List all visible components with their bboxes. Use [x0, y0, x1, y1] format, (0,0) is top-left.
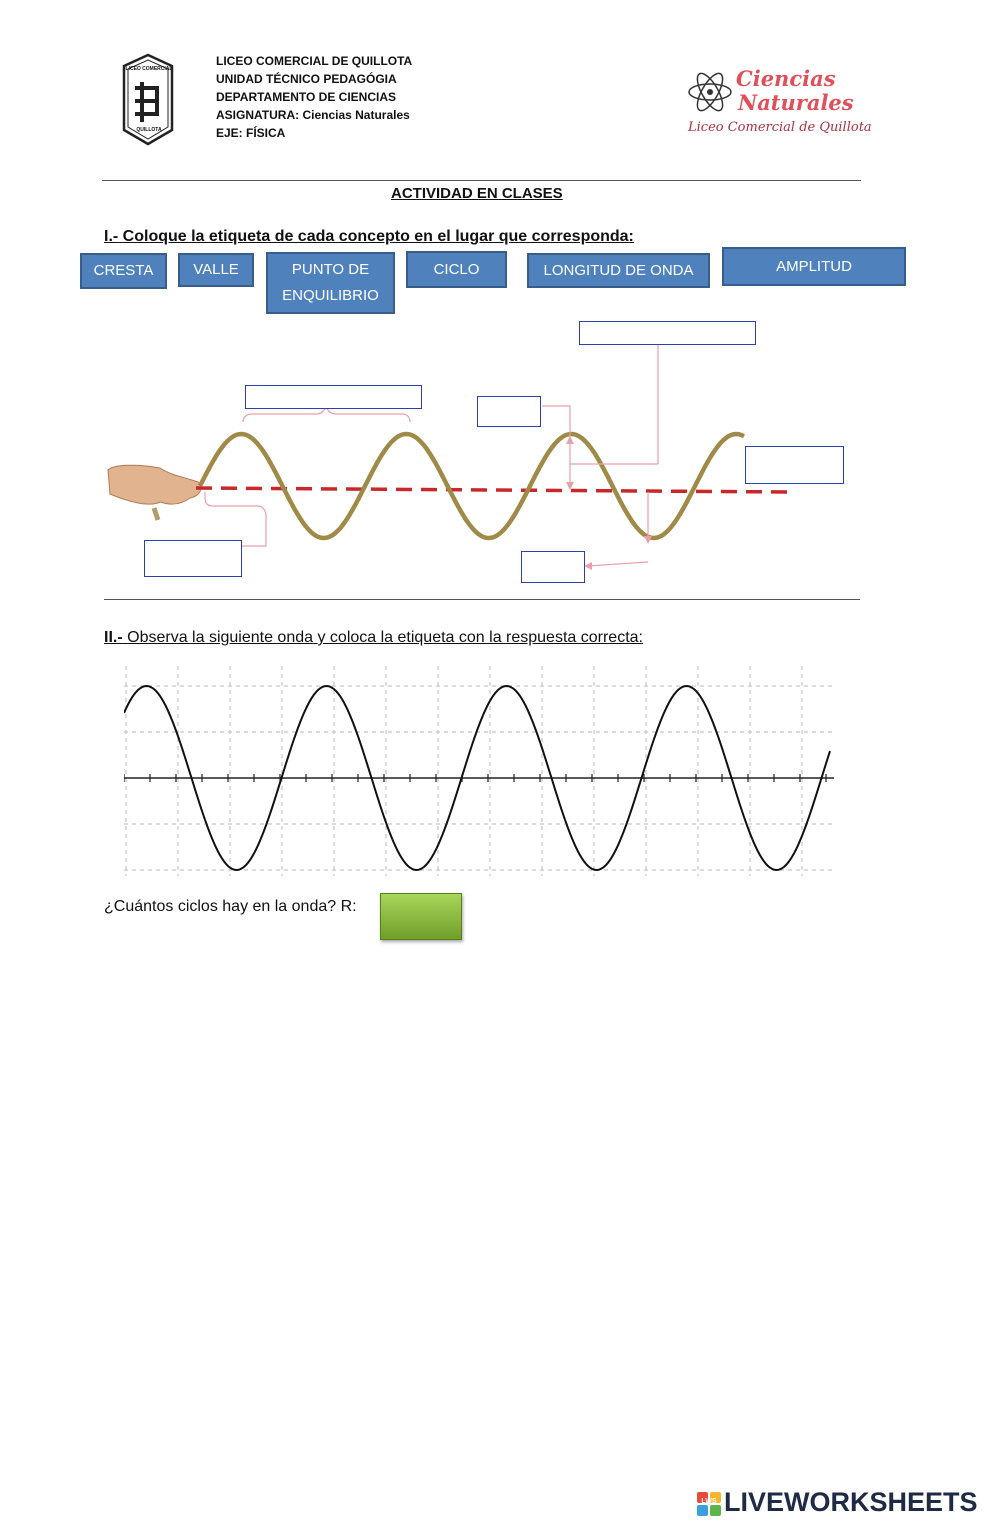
section1-text: Coloque la etiqueta de cada concepto en el lugar que corresponda:: [122, 228, 634, 245]
section2-instruction: [104, 629, 643, 647]
cycles-question: ¿Cuántos ciclos hay en la onda? R:: [104, 898, 357, 915]
science-logo-line3: Liceo Comercial de Quillota: [688, 120, 872, 135]
tag-valle[interactable]: VALLE: [178, 253, 254, 287]
tag-punto-de-equilibrio[interactable]: PUNTO DE ENQUILIBRIO: [266, 252, 395, 314]
section2-text: Observa la siguiente onda y coloca la etiqueta con la respuesta correcta:: [127, 629, 643, 646]
liveworksheets-badge: [697, 1492, 721, 1516]
header-department: DEPARTAMENTO DE CIENCIAS: [216, 90, 397, 104]
header-divider: [102, 180, 861, 181]
science-logo-line1: Ciencias: [736, 66, 836, 91]
school-logo-text-top: LICEO COMERCIAL: [125, 66, 173, 72]
tag-longitud-de-onda[interactable]: LONGITUD DE ONDA: [527, 253, 710, 288]
section-divider: [104, 599, 860, 600]
drop-zone-amplitude[interactable]: [477, 396, 541, 427]
drop-zone-wavelength[interactable]: [245, 385, 422, 409]
liveworksheets-logo: LIVEWORKSHEETS: [724, 1487, 978, 1517]
section2-number: II.-: [104, 629, 123, 646]
section1-number: I.-: [104, 228, 119, 245]
drop-zone-valley[interactable]: [521, 551, 585, 583]
drop-zone-cycle[interactable]: [144, 540, 242, 577]
header-axis: EJE: FÍSICA: [216, 126, 286, 140]
header-unit: UNIDAD TÉCNICO PEDAGÓGIA: [216, 72, 397, 86]
tag-cresta[interactable]: CRESTA: [80, 253, 167, 289]
rope-wave: [200, 434, 744, 538]
atom-icon: [686, 68, 734, 116]
tag-ciclo[interactable]: CICLO: [406, 251, 507, 288]
header-subject: ASIGNATURA: Ciencias Naturales: [216, 108, 410, 122]
badge-text: LWS: [701, 1498, 717, 1505]
cycles-answer-box[interactable]: [380, 893, 462, 940]
cycle-bracket: [205, 492, 266, 546]
drop-zone-wavelength-top[interactable]: [579, 321, 756, 345]
tag-amplitud[interactable]: AMPLITUD: [722, 247, 906, 286]
valley-pointer: [588, 562, 648, 566]
science-logo-line2: Naturales: [738, 90, 854, 115]
hand-icon: [108, 465, 201, 520]
science-logo: [686, 64, 872, 142]
drop-zone-equilibrium[interactable]: [745, 446, 844, 484]
page-title: ACTIVIDAD EN CLASES: [391, 185, 563, 202]
sine-wave-grid: [124, 666, 836, 878]
school-logo-text-bottom: QUILLOTA: [136, 127, 162, 133]
section1-instruction: [104, 228, 634, 246]
header-school: LICEO COMERCIAL DE QUILLOTA: [216, 54, 413, 68]
